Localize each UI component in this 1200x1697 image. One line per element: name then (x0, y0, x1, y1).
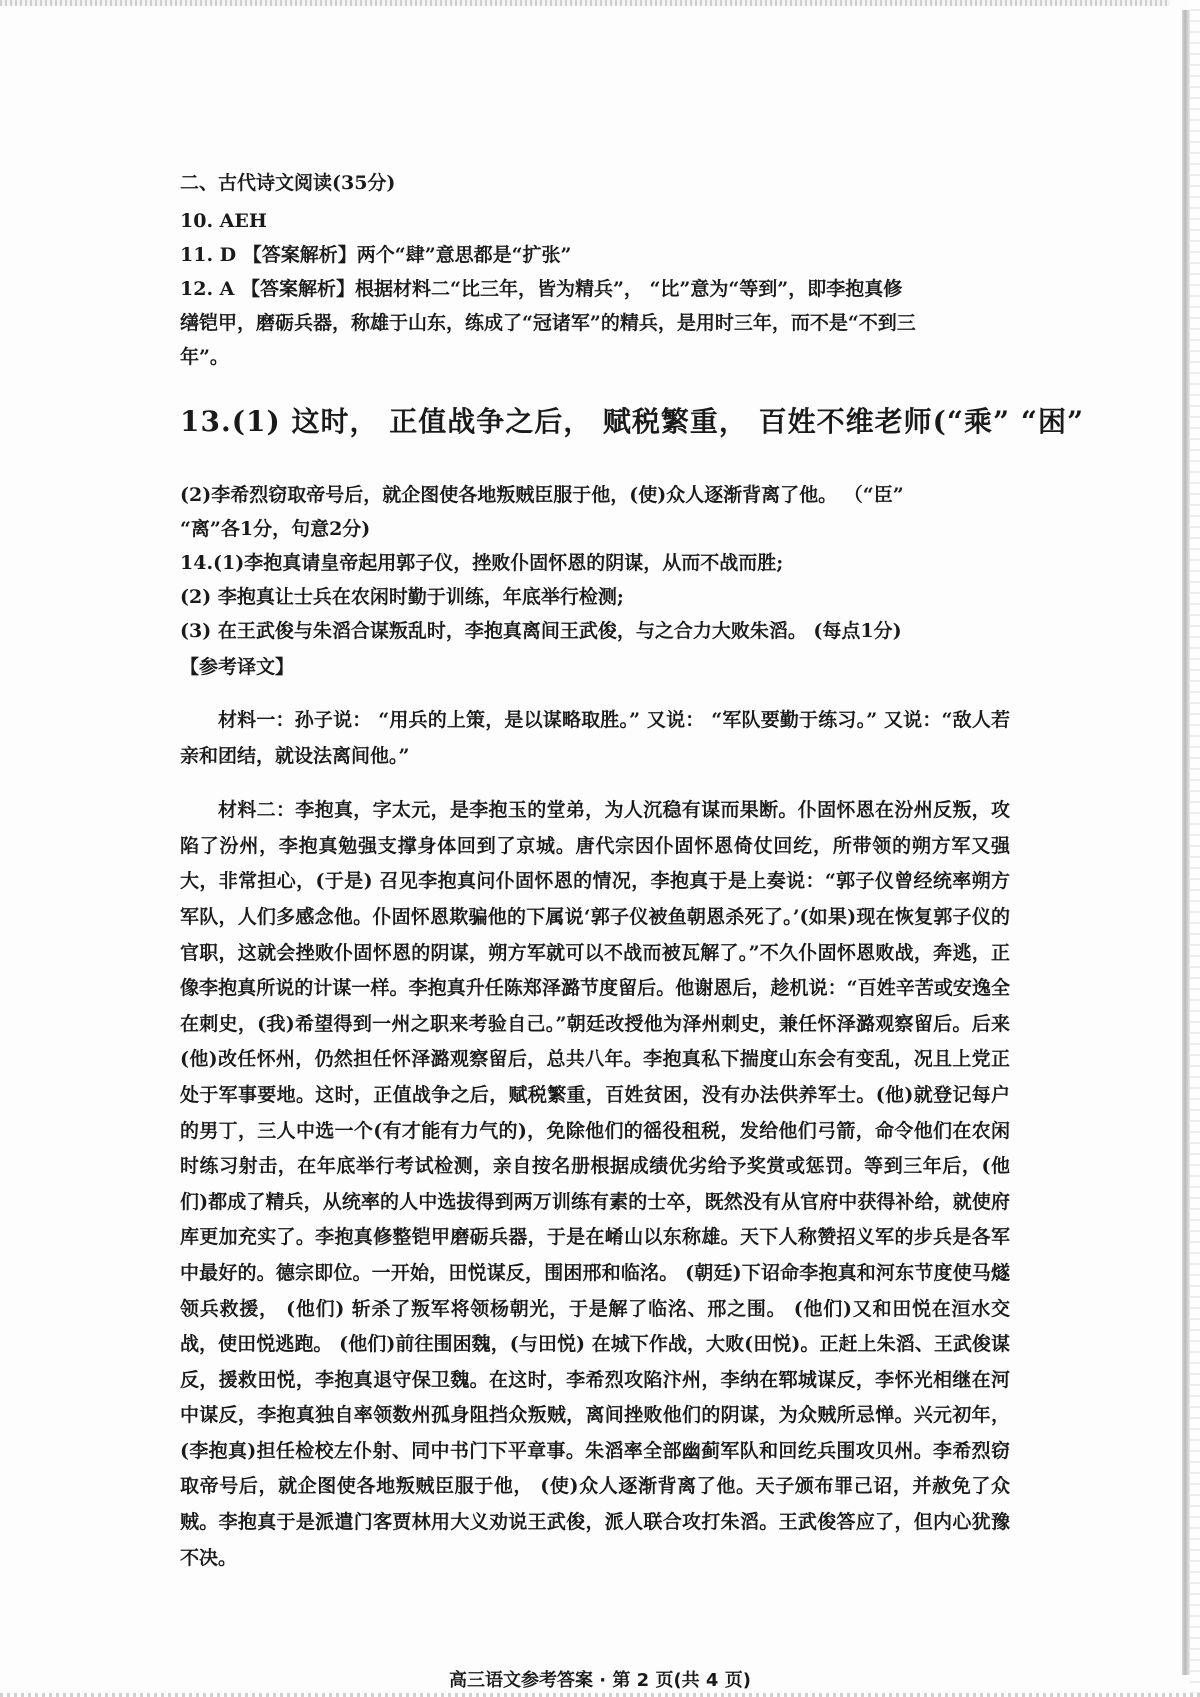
answer-q13-part2-line1: (2)李希烈窃取帝号后，就企图使各地叛贼臣服于他，(使)众人逐渐背离了他。 （“臣” (180, 484, 904, 506)
answer-q12-line1: 12. A 【答案解析】根据材料二“比三年，皆为精兵”， “比”意为“等到”，即李抱真修 (180, 278, 903, 300)
scan-bottom-edge (0, 1693, 1200, 1697)
document-body (180, 166, 1085, 1595)
page-footer: 高三语文参考答案 · 第 2 页(共 4 页) (449, 1670, 751, 1691)
answer-q10: 10. AEH (180, 210, 267, 232)
reference-material-2: 材料二：李抱真，字太元，是李抱玉的堂弟，为人沉稳有谋而果断。仆固怀恩在汾州反叛，攻陷了汾州，李抱真勉强支撑身体回到了京城。唐代宗因仆固怀恩倚仗回纥，所带领的朔方军又强大，非常担心，(于是) 召见李抱真问仆固怀恩的情况，李抱真于是上奏说：“郭子仪曾经统率朔方军队，人们多感念他。仆固怀恩欺骗他的下属说‘郭子仪被鱼朝恩杀死了。’(如果)现在恢复郭子仪的官职，这就会挫败仆固怀恩的阴谋，朔方军就可以不战而被瓦解了。”不久仆固怀恩败战，奔逃，正像李抱真所说的计谋一样。李抱真升任陈郑泽潞节度留后。他谢恩后，趁机说：“百姓辛苦或安逸全在刺史，(我)希望得到一州之职来考验自己。”朝廷改授他为泽州刺史，兼任怀泽潞观察留后。后来(他)改任怀州，仍然担任怀泽潞观察留后，总共八年。李抱真私下揣度山东会有变乱，况且上党正处于军事要地。这时，正值战争之后，赋税繁重，百姓贫困，没有办法供养军士。(他)就登记每户的男丁，三人中选一个(有才能有力气的)，免除他们的徭役租税，发给他们弓箭，命令他们在农闲时练习射击，在年底举行考试检测，亲自按名册根据成绩优劣给予奖赏或惩罚。等到三年后，(他们)都成了精兵，从统率的人中选拔得到两万训练有素的士卒，既然没有从官府中获得补给，就使府库更加充实了。李抱真修整铠甲磨砺兵器，于是在崤山以东称雄。天下人称赞招义军的步兵是各军中最好的。德宗即位。一开始，田悦谋反，围困邢和临洺。 (朝廷)下诏命李抱真和河东节度使马燧领兵救援， (他们) 斩杀了叛军将领杨朝光，于是解了临洺、邢之围。 (他们)又和田悦在洹水交战，使田悦逃跑。 (他们)前往围困魏，(与田悦) 在城下作战，大败(田悦)。正赶上朱滔、王武俊谋反，援救田悦，李抱真退守保卫魏。在这时，李希烈攻陷汴州，李纳在郓城谋反，李怀光相继在河中谋反，李抱真独自率领数州孤身阻挡众叛贼，离间挫败他们的阴谋，为众贼所忌惮。兴元初年，(李抱真)担任检校左仆射、同中书门下平章事。朱滔率全部幽蓟军队和回纥兵围攻贝州。李希烈窃取帝号后，就企图使各地叛贼臣服于他， (使)众人逐渐背离了他。天子颁布罪己诏，并赦免了众贼。李抱真于是派遣门客贾林用大义劝说王武俊，派人联合攻打朱滔。王武俊答应了，但内心犹豫不决。 (180, 799, 1010, 1569)
answer-q14-part3: (3) 在王武俊与朱滔合谋叛乱时，李抱真离间王武俊，与之合力大败朱滔。 (每点1分) (180, 620, 902, 642)
scan-right-noise (1190, 0, 1200, 1697)
scan-top-edge (0, 0, 1170, 6)
reference-heading: 【参考译文】 (180, 656, 295, 678)
answer-q12-line2: 缮铠甲，磨砺兵器，称雄于山东，练成了“冠诸军”的精兵，是用时三年，而不是“不到三 (180, 312, 916, 334)
section-title: 二、古代诗文阅读(35分) (180, 172, 396, 194)
answer-q11: 11. D 【答案解析】两个“肆”意思都是“扩张” (180, 244, 572, 266)
scan-right-edge (1182, 10, 1190, 1675)
answer-q13-part1: 13.(1) 这时， 正值战争之后， 赋税繁重， 百姓不维老师(“乘” “困” (180, 405, 1085, 438)
answer-q13-part2-line2: “离”各1分，句意2分) (180, 518, 371, 540)
reference-material-1: 材料一：孙子说： “用兵的上策，是以谋略取胜。” 又说： “军队要勤于练习。” 又说：“敌人若亲和团结，就设法离间他。” (180, 709, 1010, 767)
answer-q14-part1: 14.(1)李抱真请皇帝起用郭子仪，挫败仆固怀恩的阴谋，从而不战而胜; (180, 552, 784, 574)
answer-q14-part2: (2) 李抱真让士兵在农闲时勤于训练，年底举行检测; (180, 586, 624, 608)
answer-q12-line3: 年”。 (180, 346, 229, 368)
